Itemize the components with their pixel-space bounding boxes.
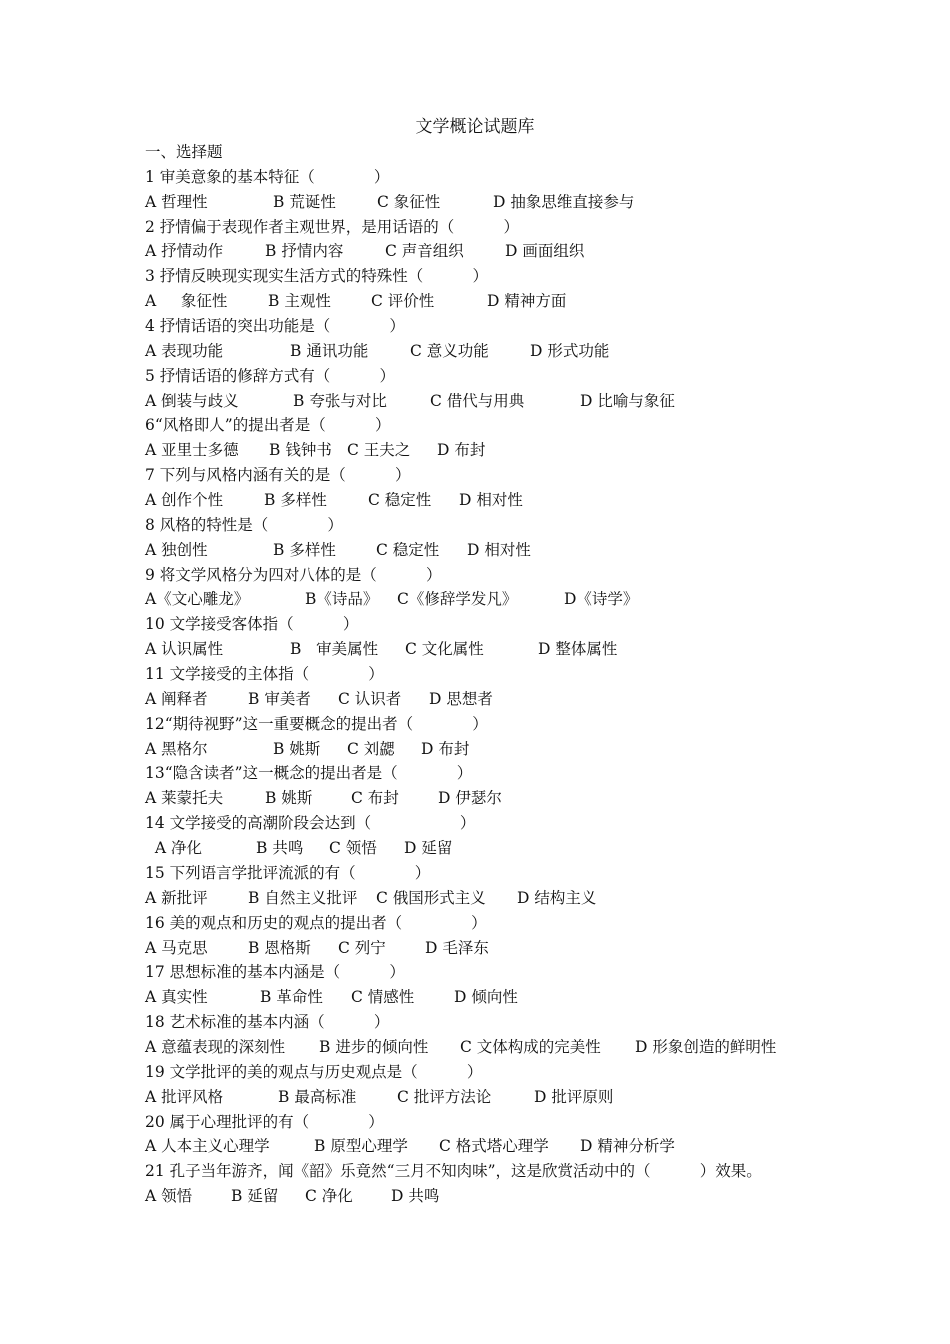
question-text: 6“风格即人”的提出者是（ ） (145, 416, 391, 435)
options-row (145, 836, 905, 861)
question-text: 21 孔子当年游齐，闻《韶》乐竟然“三月不知肉味”，这是欣赏活动中的（ ）效果。 (145, 1162, 762, 1181)
question-text: 3 抒情反映现实现实生活方式的特殊性（ ） (145, 267, 489, 286)
section-heading: 一、选择题 (145, 143, 223, 161)
option-d: D 精神方面 (487, 292, 567, 311)
option-c: C 刘勰 (347, 739, 395, 758)
option-b: B 姚斯 (265, 789, 313, 808)
option-d: D 形式功能 (530, 341, 610, 360)
option-d: D 布封 (421, 739, 470, 758)
options-row (145, 538, 905, 563)
option-b: B 审美属性 (290, 640, 379, 659)
option-d: D 比喻与象征 (580, 391, 675, 410)
question-list (145, 140, 905, 1209)
option-b: B 多样性 (264, 491, 327, 510)
option-a: A 批评风格 (145, 1087, 224, 1106)
options-row (145, 687, 905, 712)
options-row (145, 339, 905, 364)
option-b: B 共鸣 (256, 839, 304, 858)
question-text: 1 审美意象的基本特征（ ） (145, 167, 390, 186)
option-d: D 精神分析学 (580, 1137, 675, 1156)
option-a: A 表现功能 (145, 341, 224, 360)
option-c: C 情感性 (351, 988, 415, 1007)
option-a: A 新批评 (145, 888, 208, 907)
question-text: 14 文学接受的高潮阶段会达到（ ） (145, 814, 476, 833)
options-row (145, 737, 905, 762)
option-d: D 抽象思维直接参与 (493, 192, 635, 211)
option-a: A 亚里士多德 (145, 441, 239, 460)
question-text: 5 抒情话语的修辞方式有（ ） (145, 366, 396, 385)
option-d: D 思想者 (429, 689, 493, 708)
options-row (145, 1085, 905, 1110)
option-a: A 人本主义心理学 (145, 1137, 270, 1156)
options-row (145, 1035, 905, 1060)
option-a: A 真实性 (145, 988, 208, 1007)
option-d: D《诗学》 (564, 590, 639, 609)
option-b: B 姚斯 (273, 739, 321, 758)
option-c: C 认识者 (338, 689, 402, 708)
option-b: B 革命性 (260, 988, 323, 1007)
option-d: D 相对性 (459, 491, 523, 510)
options-row (145, 1184, 905, 1209)
option-b: B 审美者 (248, 689, 311, 708)
question-text: 8 风格的特性是（ ） (145, 515, 343, 534)
option-a: A 净化 (145, 839, 202, 858)
option-c: C 意义功能 (410, 341, 489, 360)
options-row (145, 289, 905, 314)
option-a: A 意蕴表现的深刻性 (145, 1037, 286, 1056)
options-row (145, 389, 905, 414)
options-row (145, 985, 905, 1010)
question-text: 19 文学批评的美的观点与历史观点是（ ） (145, 1062, 483, 1081)
option-c: C 批评方法论 (397, 1087, 492, 1106)
option-b: B 荒诞性 (273, 192, 336, 211)
option-a: A 哲理性 (145, 192, 208, 211)
option-b: B 通讯功能 (290, 341, 369, 360)
option-c: C 领悟 (329, 839, 377, 858)
option-a: A 黑格尔 (145, 739, 208, 758)
options-row (145, 190, 905, 215)
option-c: C《修辞学发凡》 (397, 590, 518, 609)
option-b: B 延留 (231, 1187, 279, 1206)
options-row (145, 438, 905, 463)
option-a: A 抒情动作 (145, 242, 224, 261)
question-text: 20 属于心理批评的有（ ） (145, 1112, 384, 1131)
option-a: A 象征性 (145, 292, 228, 311)
option-a: A 倒装与歧义 (145, 391, 239, 410)
question-text: 7 下列与风格内涵有关的是（ ） (145, 466, 411, 485)
option-d: D 形象创造的鲜明性 (635, 1037, 777, 1056)
option-a: A 独创性 (145, 540, 208, 559)
question-text: 16 美的观点和历史的观点的提出者（ ） (145, 913, 487, 932)
options-row (145, 587, 905, 612)
option-d: D 共鸣 (391, 1187, 440, 1206)
option-b: B《诗品》 (305, 590, 379, 609)
option-b: B 进步的倾向性 (319, 1037, 429, 1056)
options-row (145, 886, 905, 911)
option-a: A 领悟 (145, 1187, 193, 1206)
question-text: 2 抒情偏于表现作者主观世界，是用话语的（ ） (145, 217, 520, 236)
option-c: C 象征性 (377, 192, 441, 211)
option-d: D 批评原则 (534, 1087, 614, 1106)
option-c: C 稳定性 (368, 491, 432, 510)
option-a: A 马克思 (145, 938, 208, 957)
question-text: 18 艺术标准的基本内涵（ ） (145, 1013, 390, 1032)
option-b: B 主观性 (268, 292, 331, 311)
options-row (145, 936, 905, 961)
option-b: B 多样性 (273, 540, 336, 559)
option-b: B 恩格斯 (248, 938, 311, 957)
option-c: C 列宁 (338, 938, 386, 957)
question-text: 11 文学接受的主体指（ ） (145, 665, 384, 684)
options-row (145, 1134, 905, 1159)
option-b: B 夸张与对比 (293, 391, 387, 410)
option-d: D 相对性 (467, 540, 531, 559)
option-c: C 布封 (351, 789, 399, 808)
option-d: D 布封 (437, 441, 486, 460)
options-row (145, 637, 905, 662)
question-text: 15 下列语言学批评流派的有（ ） (145, 863, 431, 882)
option-c: C 稳定性 (376, 540, 440, 559)
option-b: B 最高标准 (278, 1087, 357, 1106)
option-c: C 净化 (305, 1187, 353, 1206)
option-a: A 莱蒙托夫 (145, 789, 224, 808)
question-text: 17 思想标准的基本内涵是（ ） (145, 963, 405, 982)
option-a: A 认识属性 (145, 640, 224, 659)
option-a: A 创作个性 (145, 491, 224, 510)
option-b: B 自然主义批评 (248, 888, 358, 907)
document-title: 文学概论试题库 (415, 117, 535, 137)
option-d: D 毛泽东 (425, 938, 489, 957)
option-c: C 借代与用典 (430, 391, 525, 410)
option-c: C 文体构成的完美性 (460, 1037, 601, 1056)
question-text: 12“期待视野”这一重要概念的提出者（ ） (145, 714, 488, 733)
options-row (145, 488, 905, 513)
options-row (145, 239, 905, 264)
option-d: D 伊瑟尔 (438, 789, 502, 808)
option-c: C 俄国形式主义 (376, 888, 486, 907)
option-c: C 格式塔心理学 (439, 1137, 549, 1156)
option-c: C 声音组织 (385, 242, 464, 261)
option-d: D 倾向性 (454, 988, 518, 1007)
option-a: A《文心雕龙》 (145, 590, 250, 609)
option-c: C 文化属性 (405, 640, 484, 659)
option-d: D 画面组织 (505, 242, 585, 261)
question-text: 4 抒情话语的突出功能是（ ） (145, 317, 405, 336)
option-d: D 延留 (404, 839, 453, 858)
question-text: 13“隐含读者”这一概念的提出者是（ ） (145, 764, 473, 783)
option-c: C 评价性 (371, 292, 435, 311)
question-text: 10 文学接受客体指（ ） (145, 615, 359, 634)
options-row (145, 786, 905, 811)
option-a: A 阐释者 (145, 689, 208, 708)
option-d: D 整体属性 (538, 640, 618, 659)
option-c: C 王夫之 (347, 441, 411, 460)
option-b: B 钱钟书 (269, 441, 332, 460)
option-b: B 抒情内容 (265, 242, 344, 261)
option-b: B 原型心理学 (314, 1137, 408, 1156)
question-text: 9 将文学风格分为四对八体的是（ ） (145, 565, 442, 584)
option-d: D 结构主义 (517, 888, 597, 907)
